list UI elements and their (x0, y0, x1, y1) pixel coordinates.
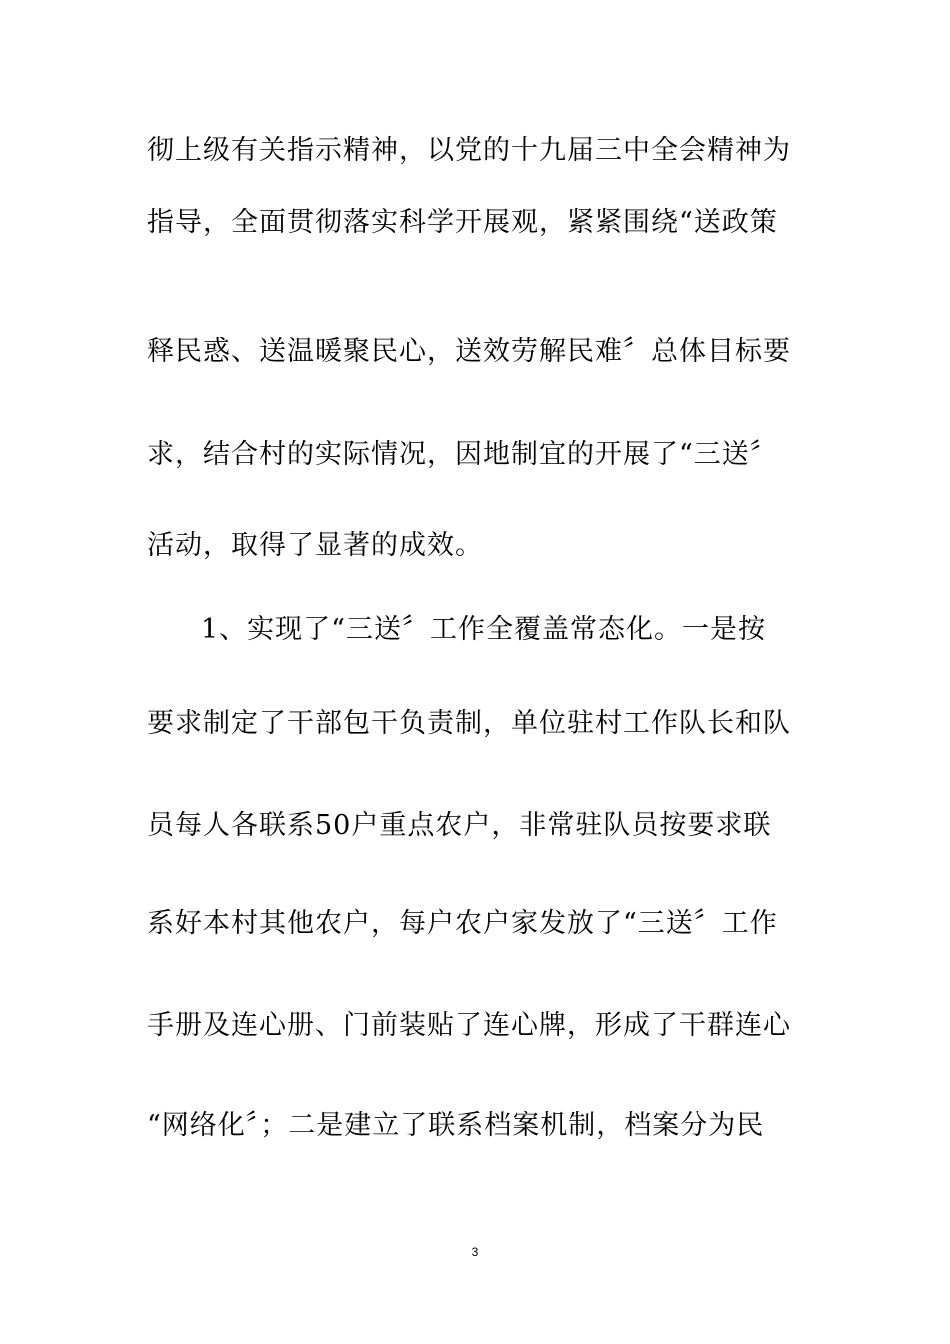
body-text-line: 系好本村其他农户，每户农户家发放了“三送〞工作 (147, 908, 778, 939)
body-text-line: 求，结合村的实际情况，因地制宜的开展了“三送〞 (147, 439, 778, 470)
body-text-line: 指导，全面贯彻落实科学开展观，紧紧围绕“送政策 (147, 207, 778, 238)
body-text-line: 活动，取得了显著的成效。 (147, 530, 483, 561)
page-number: 3 (471, 1245, 479, 1259)
section-heading-line: 1、实现了“三送〞工作全覆盖常态化。一是按 (201, 614, 766, 645)
body-text-line: 手册及连心册、门前装贴了连心牌，形成了干群连心 (147, 1010, 791, 1041)
body-text-line: 员每人各联系50户重点农户，非常驻队员按要求联 (147, 810, 772, 841)
body-text-line: 要求制定了干部包干负责制，单位驻村工作队长和队 (147, 708, 791, 739)
body-text-line: “网络化〞；二是建立了联系档案机制，档案分为民 (147, 1110, 765, 1141)
body-text-line: 释民惑、送温暖聚民心，送效劳解民难〞总体目标要 (147, 336, 791, 367)
body-text-line: 彻上级有关指示精神，以党的十九届三中全会精神为 (147, 135, 791, 166)
